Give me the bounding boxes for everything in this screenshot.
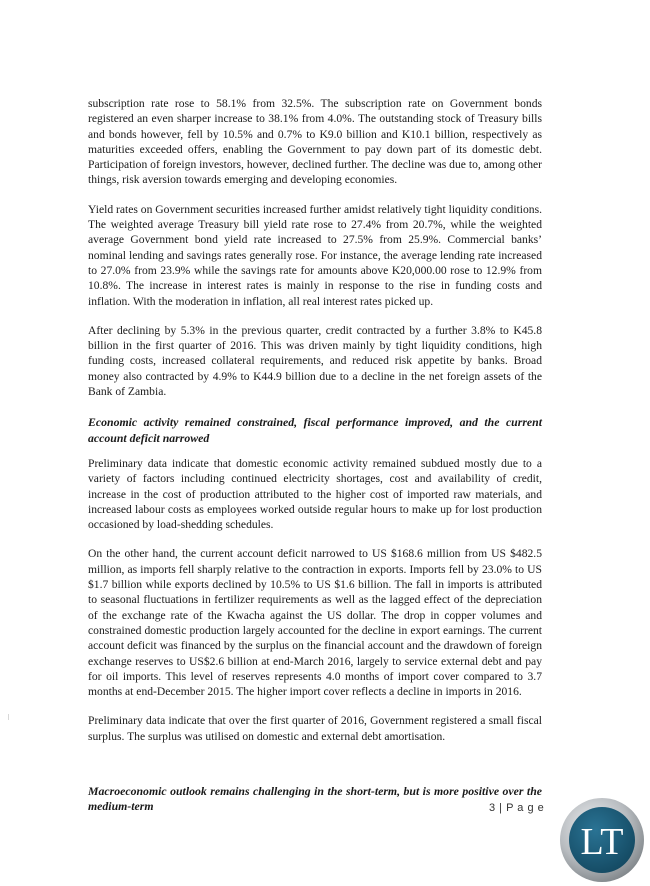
paragraph-yield-rates: Yield rates on Government securities increased further amidst relatively tight liquidity conditions. The weighted average Treasury bill yield rate rose to 27.4% from 20.7%, while the weighted average Government bond yield rate increased to 27.5% from 25.9%. Commercial banks’ nominal lending and savings rates generally rose. For instance, the average lending rate increased to 27.0% from 23.9% while the savings rate for amounts above K20,000.00 rose to 12.9% from 10.8%. The increase in interest rates is mainly in response to the rise in funding costs and inflation. With the moderation in inflation, all real interest rates picked up.: [88, 202, 542, 308]
paragraph-fiscal-surplus: Preliminary data indicate that over the first quarter of 2016, Government registered a small fiscal surplus. The surplus was utilised on domestic and external debt amortisation.: [88, 714, 542, 743]
section-heading-macro-outlook: Macroeconomic outlook remains challenging in the short-term, but is more positive over the medium-term: [88, 783, 542, 814]
svg-text:LT: LT: [580, 821, 624, 863]
section-heading-economic-activity: Economic activity remained constrained, fiscal performance improved, and the current account deficit narrowed: [88, 415, 542, 445]
document-body: [88, 96, 545, 825]
lt-logo-icon: [559, 797, 645, 883]
page-number: 3 | P a g e: [489, 802, 545, 814]
paragraph-current-account: On the other hand, the current account deficit narrowed to US $168.6 million from US $482.5 million, as imports fell sharply relative to the contraction in exports. Imports fell by 23.0% to US $1.7 billion while exports declined by 10.5% to US $1.6 billion. The fall in imports is attributed to seasonal fluctuations in fertilizer requirements as well as the lagged effect of the depreciation of the exchange rate of the Kwacha against the US dollar. The drop in copper volumes and constrained domestic production largely accounted for the decline in export earnings. The current account deficit was financed by the surplus on the financial account and the drawdown of foreign exchange reserves to US$2.6 billion at end-March 2016, largely to service external debt and pay for oil imports. This level of reserves represents 4.0 months of import cover compared to 3.7 months at end-December 2015. The higher import cover reflects a decline in imports in 2016.: [88, 547, 542, 699]
paragraph-domestic-activity: Preliminary data indicate that domestic economic activity remained subdued mostly due to a variety of factors including continued electricity shortages, cost and availability of credit, increase in the cost of production attributed to the higher cost of imported raw materials, and increased labour costs as employees worked outside regular hours to make up for lost production occasioned by load-shedding schedules.: [88, 456, 542, 532]
margin-mark: [8, 714, 9, 720]
paragraph-subscription-rates: subscription rate rose to 58.1% from 32.5%. The subscription rate on Government bonds registered an even sharper increase to 38.1% from 4.0%. The outstanding stock of Treasury bills and bonds however, fell by 10.5% and 0.7% to K9.0 billion and K10.1 billion, respectively as maturities exceeded offers, enabling the Government to pay down part of its domestic debt. Participation of foreign investors, however, declined further. The decline was due to, among other things, risk aversion towards emerging and developing economies.: [88, 97, 542, 187]
paragraph-credit: After declining by 5.3% in the previous quarter, credit contracted by a further 3.8% to K45.8 billion in the first quarter of 2016. This was driven mainly by tight liquidity conditions, high funding costs, increased collateral requirements, and reduced risk appetite by banks. Broad money also contracted by 4.9% to K44.9 billion due to a decline in the net foreign assets of the Bank of Zambia.: [88, 323, 542, 399]
lt-logo: [559, 797, 645, 883]
